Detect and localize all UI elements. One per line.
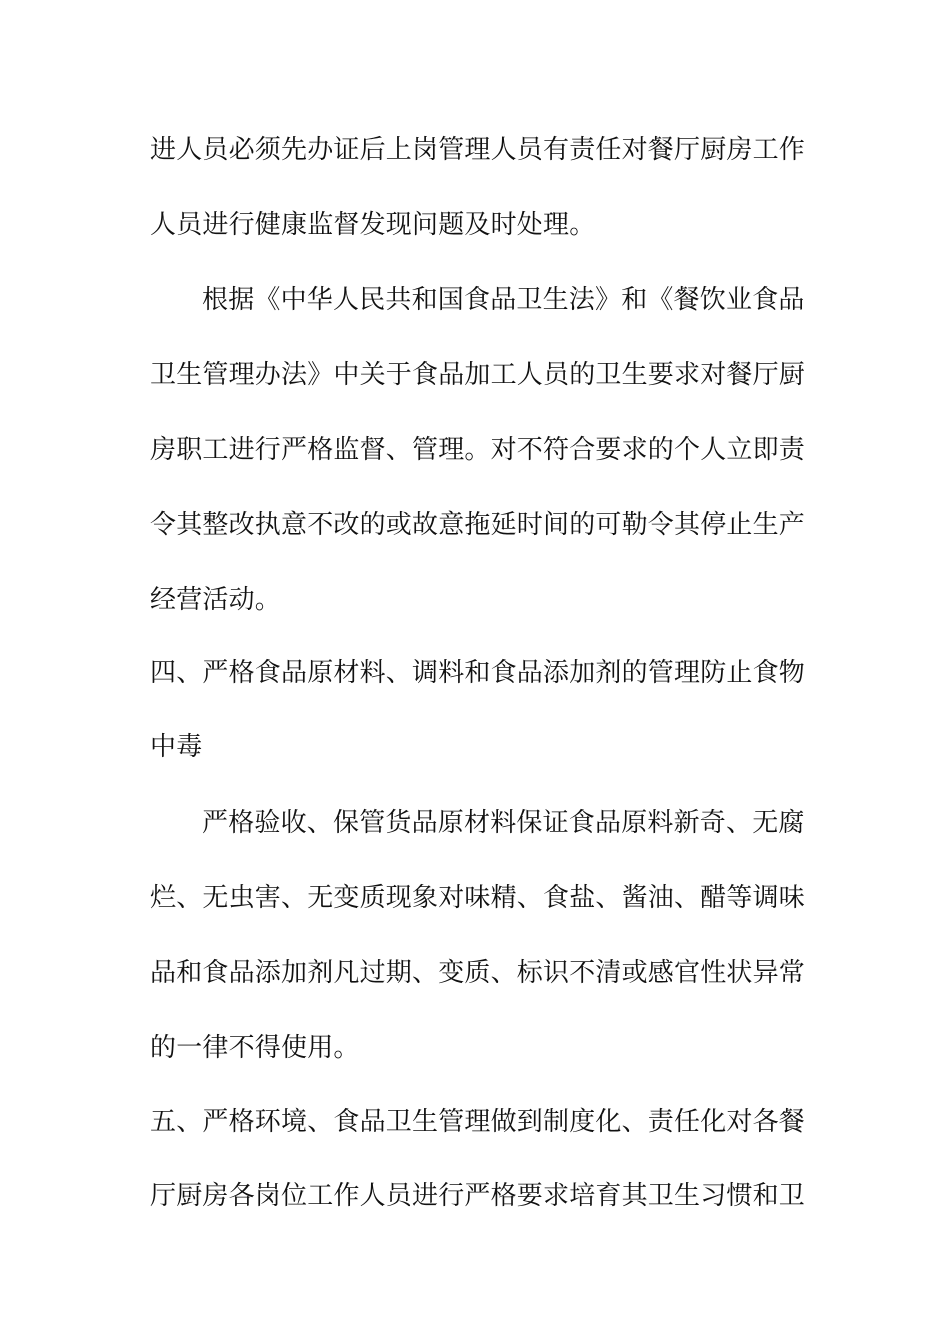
section-heading-line: 中毒 (150, 732, 203, 762)
text-line: 房职工进行严格监督、管理。对不符合要求的个人立即责 (150, 435, 806, 465)
paragraph-start-line: 严格验收、保管货品原材料保证食品原料新奇、无腐 (202, 808, 805, 838)
paragraph-start-line: 根据《中华人民共和国食品卫生法》和《餐饮业食品 (202, 285, 805, 315)
text-line: 烂、无虫害、无变质现象对味精、食盐、酱油、醋等调味 (150, 883, 806, 913)
text-line: 卫生管理办法》中关于食品加工人员的卫生要求对餐厅厨 (150, 360, 806, 390)
section-heading-line: 五、严格环境、食品卫生管理做到制度化、责任化对各餐 (150, 1107, 806, 1137)
section-heading-line: 四、严格食品原材料、调料和食品添加剂的管理防止食物 (150, 658, 806, 688)
text-line: 的一律不得使用。 (150, 1033, 360, 1063)
text-line: 进人员必须先办证后上岗管理人员有责任对餐厅厨房工作 (150, 135, 806, 165)
text-line: 人员进行健康监督发现问题及时处理。 (150, 210, 596, 240)
text-line: 品和食品添加剂凡过期、变质、标识不清或感官性状异常 (150, 958, 806, 988)
text-line: 经营活动。 (150, 585, 282, 615)
text-line: 令其整改执意不改的或故意拖延时间的可勒令其停止生产 (150, 510, 806, 540)
section-heading-line: 厅厨房各岗位工作人员进行严格要求培育其卫生习惯和卫 (150, 1181, 806, 1211)
